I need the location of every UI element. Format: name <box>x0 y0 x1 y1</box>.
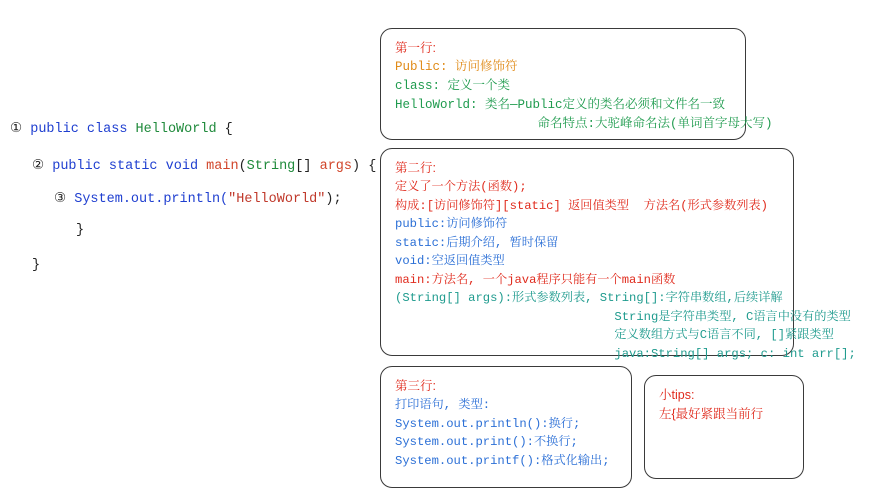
annotation-box-first-line <box>380 28 773 140</box>
box2-line-args: (String[] args):形式参数列表, String[]:字符串数组,后续详解 <box>395 291 783 306</box>
code-token-void: void <box>165 159 207 174</box>
box2-line-main: main:方法名, 一个java程序只能有一个main函数 <box>395 272 676 287</box>
code-token-paren-open: ( <box>238 159 247 174</box>
box1-line-class: class: 定义一个类 <box>395 79 511 93</box>
line-marker-2: ② <box>32 159 45 174</box>
box4-line-brace-tip: 左{最好紧跟当前行 <box>659 407 764 421</box>
code-token-classname: HelloWorld <box>135 122 217 137</box>
code-token-sysout: System.out.println( <box>74 192 229 207</box>
box2-line-array-compare: java:String[] args; c: int arr[]; <box>395 346 856 361</box>
box3-header: 第三行: <box>395 379 436 393</box>
box1-header: 第一行: <box>395 41 436 55</box>
box2-line-public: public:访问修饰符 <box>395 217 508 232</box>
box2-header: 第二行: <box>395 161 436 175</box>
box1-line-classname: HelloWorld: 类名—Public定义的类名必须和文件名一致 <box>395 98 726 112</box>
code-panel <box>0 0 377 500</box>
code-line-2 <box>32 157 376 174</box>
box1-line-public: Public: 访问修饰符 <box>395 60 518 74</box>
code-line-5: } <box>32 258 41 273</box>
line-marker-1: ① <box>10 122 23 137</box>
code-token-args: args <box>319 159 352 174</box>
code-line-4: } <box>76 223 85 238</box>
box2-line-array-style: 定义数组方式与C语言不同, []紧跟类型 <box>395 328 834 343</box>
box3-line-print-types: 打印语句, 类型: <box>395 398 491 412</box>
box2-line-composition: 构成:[访问修饰符][static] 返回值类型 方法名(形式参数列表) <box>395 198 768 213</box>
code-line-3 <box>54 190 342 207</box>
code-token-main: main <box>206 159 239 174</box>
box4-header: 小tips: <box>659 388 695 402</box>
box3-line-printf: System.out.printf():格式化输出; <box>395 453 610 468</box>
code-token-line2-tail: ) { <box>352 159 377 174</box>
code-line-1 <box>10 120 233 137</box>
code-token-line3-tail: ); <box>325 192 342 207</box>
code-token-public-class: public class <box>30 122 136 137</box>
annotation-box-third-line <box>380 366 632 488</box>
code-token-string-type: String <box>246 159 296 174</box>
code-token-hello-string: "HelloWorld" <box>228 192 326 207</box>
annotation-box-tips <box>644 375 804 479</box>
code-token-modifiers: public static <box>52 159 166 174</box>
code-token-brackets: [] <box>295 159 320 174</box>
box2-line-string-type: String是字符串类型, C语言中没有的类型 <box>395 309 851 324</box>
annotation-box-second-line <box>380 148 856 361</box>
box2-line-method-def: 定义了一个方法(函数); <box>395 180 527 194</box>
line-marker-3: ③ <box>54 192 67 207</box>
box2-line-static: static:后期介绍, 暂时保留 <box>395 235 559 250</box>
box3-line-print: System.out.print():不换行; <box>395 435 578 450</box>
box3-line-println: System.out.println():换行; <box>395 416 581 431</box>
box1-line-naming: 命名特点:大驼峰命名法(单词首字母大写) <box>395 117 773 131</box>
box2-line-void: void:空返回值类型 <box>395 254 505 269</box>
code-token-open-brace-1: { <box>216 122 233 137</box>
